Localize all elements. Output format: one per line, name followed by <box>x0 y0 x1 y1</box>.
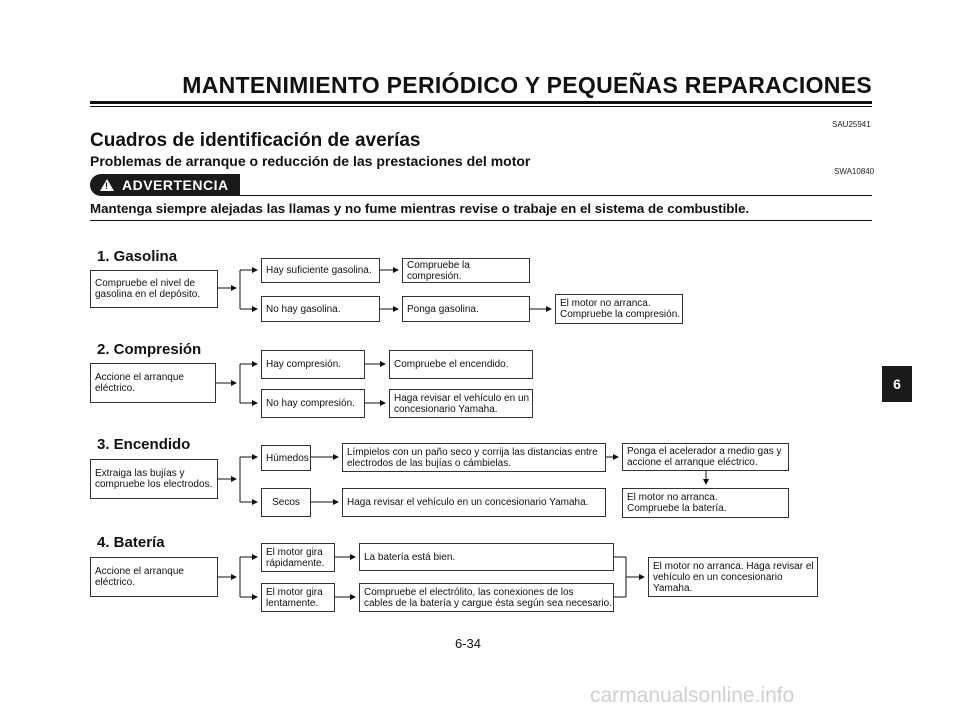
box-compresion-no-next: Haga revisar el vehículo en un concesionario Yamaha. <box>389 389 533 418</box>
box-bateria-fast-next: La batería está bien. <box>359 543 614 571</box>
box-gasolina-yes: Hay suficiente gasolina. <box>261 258 380 283</box>
warning-triangle-icon: ! <box>100 179 114 191</box>
box-encendido-wet-final: Ponga el acelerador a medio gas y accione el arranque eléctrico. <box>622 443 789 471</box>
box-bateria-start: Accione el arranque eléctrico. <box>90 557 218 597</box>
box-encendido-start: Extraiga las bujías y compruebe los electrodos. <box>90 459 218 499</box>
section-subtitle: Problemas de arranque o reducción de las prestaciones del motor <box>90 153 531 169</box>
chapter-tab: 6 <box>882 366 912 402</box>
box-gasolina-yes-next: Compruebe la compresión. <box>402 258 530 283</box>
box-encendido-dry-next: Haga revisar el vehículo en un concesionario Yamaha. <box>342 488 606 517</box>
box-gasolina-no-next: Ponga gasolina. <box>402 296 530 322</box>
box-compresion-yes: Hay compresión. <box>261 350 365 379</box>
page-header-title: MANTENIMIENTO PERIÓDICO Y PEQUEÑAS REPARACIONES <box>182 72 872 98</box>
box-compresion-yes-next: Compruebe el encendido. <box>389 350 533 379</box>
box-compresion-no: No hay compresión. <box>261 389 365 418</box>
section-code: SAU25941 <box>832 120 871 129</box>
chart-title-compresion: 2. Compresión <box>97 341 202 358</box>
box-gasolina-no: No hay gasolina. <box>261 296 380 322</box>
box-bateria-final: El motor no arranca. Haga revisar el vehículo en un concesionario Yamaha. <box>648 557 818 597</box>
box-bateria-slow-next: Compruebe el electrólito, las conexiones de los cables de la batería y cargue ésta según sea necesario. <box>359 583 614 612</box>
page-number: 6-34 <box>455 636 482 651</box>
warning-label: ADVERTENCIA <box>122 177 229 193</box>
box-gasolina-no-final: El motor no arranca. Compruebe la compresión. <box>555 294 683 324</box>
chart-title-gasolina: 1. Gasolina <box>97 248 178 265</box>
box-encendido-dry: Secos <box>261 488 311 517</box>
watermark: carmanualsonline.info <box>590 684 795 707</box>
box-encendido-wet-next: Límpielos con un paño seco y corrija las distancias entre electrodos de las bujías o cámbielas. <box>342 443 606 472</box>
section-title: Cuadros de identificación de averías <box>90 130 421 151</box>
box-compresion-start: Accione el arranque eléctrico. <box>90 363 216 403</box>
box-encendido-dry-final: El motor no arranca. Compruebe la batería. <box>622 488 789 518</box>
box-encendido-wet: Húmedos <box>261 445 311 471</box>
warning-text: Mantenga siempre alejadas las llamas y no fume mientras revise o trabaje en el sistema de combustible. <box>90 201 750 216</box>
chart-title-encendido: 3. Encendido <box>97 436 191 453</box>
box-bateria-slow: El motor gira lentamente. <box>261 583 335 612</box>
chart-title-bateria: 4. Batería <box>97 534 165 551</box>
box-gasolina-start: Compruebe el nivel de gasolina en el depósito. <box>90 270 218 308</box>
box-bateria-fast: El motor gira rápidamente. <box>261 543 335 572</box>
warning-code: SWA10840 <box>834 167 875 176</box>
